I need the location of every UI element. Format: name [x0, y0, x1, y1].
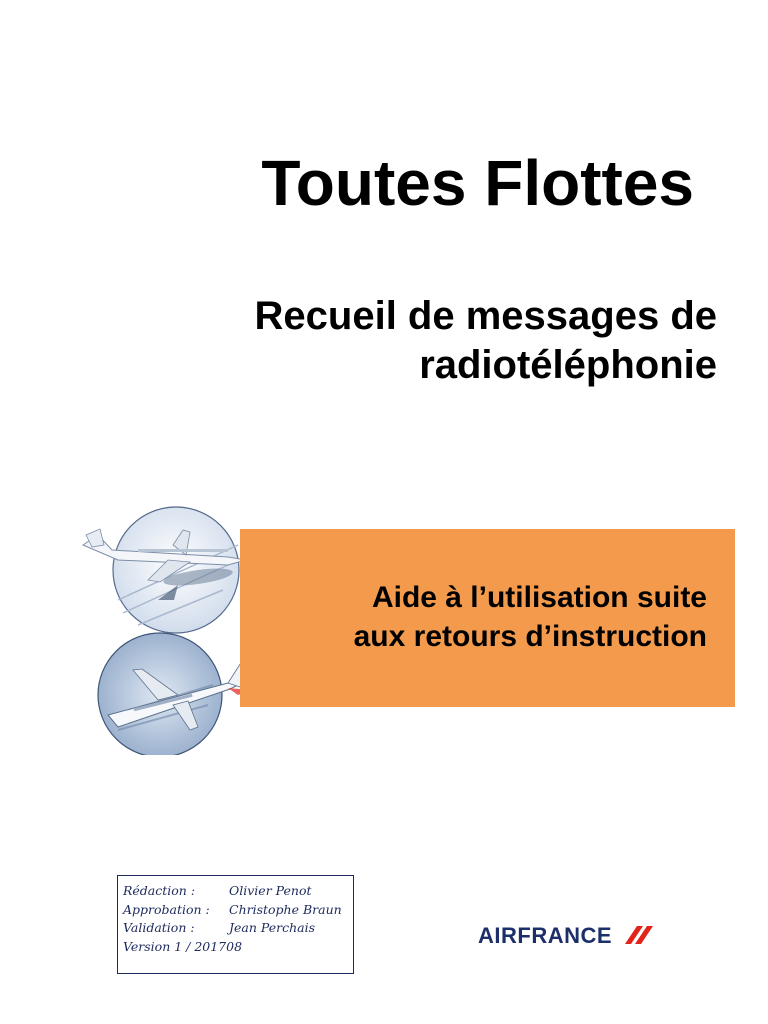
instruction-banner: [240, 529, 735, 707]
approbation-value: Christophe Braun: [229, 901, 342, 917]
credit-row-version: [123, 938, 353, 957]
banner-line-1: Aide à l’utilisation suite: [371, 581, 707, 614]
version-label: Version 1 / 201708: [123, 938, 243, 954]
validation-value: Jean Perchais: [229, 920, 316, 935]
banner-line-2: aux retours d’instruction: [353, 620, 707, 653]
credit-row-redaction: [123, 882, 353, 901]
validation-label: Validation :: [123, 920, 195, 935]
subtitle-line-2: radiotéléphonie: [419, 343, 717, 387]
airplane-illustrations: [78, 505, 253, 755]
airfrance-logo: [478, 923, 655, 949]
page-title: Toutes Flottes: [261, 147, 694, 219]
credits-box: [117, 875, 354, 974]
airfrance-logo-text: AIRFRANCE: [478, 923, 613, 948]
redaction-label: Rédaction :: [123, 883, 196, 898]
airplane-illustration-bottom: [98, 633, 252, 755]
credit-row-validation: [123, 919, 353, 938]
approbation-label: Approbation :: [123, 901, 210, 917]
redaction-value: Olivier Penot: [229, 883, 312, 898]
subtitle-line-1: Recueil de messages de: [254, 294, 717, 338]
airplane-illustration-top: [83, 507, 246, 633]
airfrance-stripe-icon: [619, 924, 655, 946]
credit-row-approbation: [123, 901, 353, 920]
document-subtitle: [0, 292, 717, 390]
